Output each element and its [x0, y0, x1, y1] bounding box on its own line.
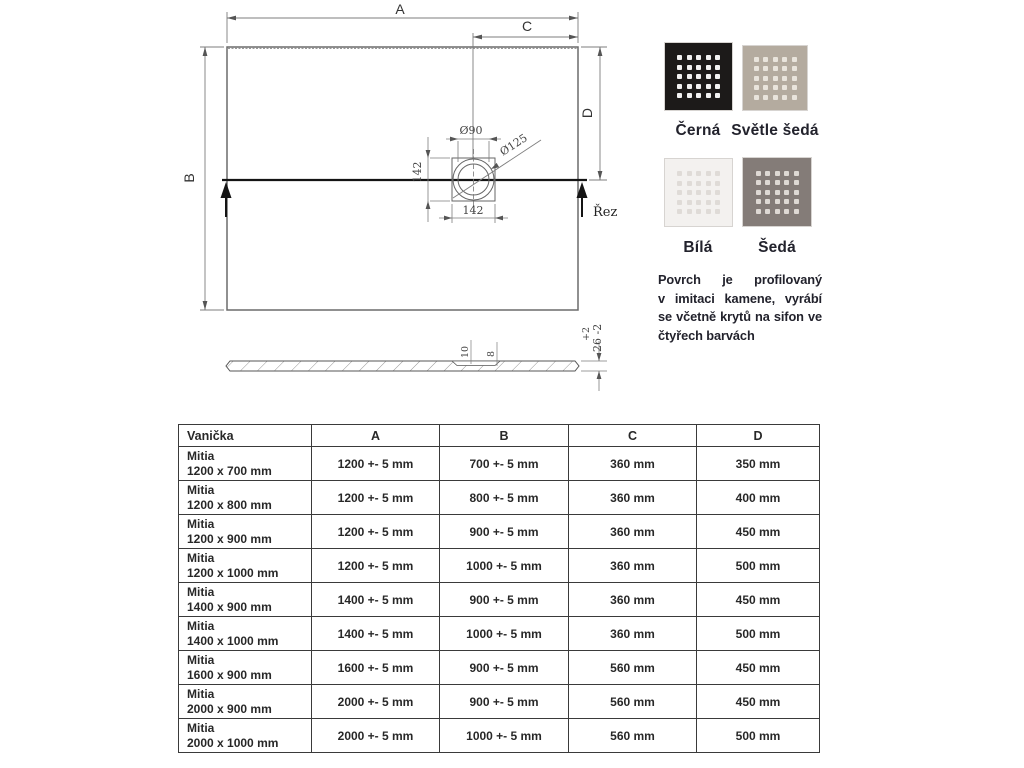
cell-b: 900 +- 5 mm	[440, 515, 569, 549]
table-row	[179, 447, 820, 481]
table-row	[179, 617, 820, 651]
description-line: se včetně krytů na sifon ve	[658, 309, 822, 325]
table-row	[179, 685, 820, 719]
cell-a: 1200 +- 5 mm	[312, 481, 440, 515]
table-row	[179, 651, 820, 685]
dimension-drain-outer	[453, 140, 541, 198]
cell-a: 2000 +- 5 mm	[312, 685, 440, 719]
description-line: v imitaci kamene, vyrábí	[658, 290, 822, 306]
cell-a: 1200 +- 5 mm	[312, 515, 440, 549]
cell-d: 500 mm	[697, 719, 820, 753]
section-view	[226, 340, 579, 371]
cell-c: 360 mm	[569, 447, 697, 481]
drain-inner-diameter-label: Ø90	[459, 124, 483, 137]
header-b: B	[440, 425, 569, 447]
drain-box-height-label: 142	[411, 161, 424, 183]
description-line: čtyřech barvách	[658, 327, 755, 343]
header-vanicka: Vanička	[179, 425, 312, 447]
cell-a: 1400 +- 5 mm	[312, 583, 440, 617]
cell-vanicka: Mitia 2000 x 900 mm	[179, 685, 312, 719]
tray-plan-and-section-drawing	[0, 0, 640, 410]
cell-c: 360 mm	[569, 481, 697, 515]
cell-d: 500 mm	[697, 549, 820, 583]
cell-d: 350 mm	[697, 447, 820, 481]
cell-d: 450 mm	[697, 651, 820, 685]
header-a: A	[312, 425, 440, 447]
swatch-bila	[664, 158, 733, 227]
size-table-body	[179, 447, 820, 753]
cell-d: 400 mm	[697, 481, 820, 515]
cell-vanicka: Mitia 2000 x 1000 mm	[179, 719, 312, 753]
cell-vanicka: Mitia 1200 x 800 mm	[179, 481, 312, 515]
table-row	[179, 583, 820, 617]
cell-c: 560 mm	[569, 651, 697, 685]
table-row	[179, 515, 820, 549]
cell-c: 560 mm	[569, 719, 697, 753]
drain-detail	[452, 149, 495, 211]
cell-b: 1000 +- 5 mm	[440, 617, 569, 651]
cell-c: 560 mm	[569, 685, 697, 719]
cell-d: 450 mm	[697, 515, 820, 549]
thickness-tol-plus-label: +2	[581, 326, 592, 341]
cell-vanicka: Mitia 1200 x 900 mm	[179, 515, 312, 549]
cell-b: 1000 +- 5 mm	[440, 719, 569, 753]
cell-b: 1000 +- 5 mm	[440, 549, 569, 583]
description-line: Povrch je profilovaný	[658, 272, 822, 287]
dim-a-label: A	[395, 1, 405, 17]
section-cut-line	[221, 180, 588, 217]
table-header-row	[179, 425, 820, 447]
table-row	[179, 481, 820, 515]
swatch-cerna	[664, 42, 733, 111]
cell-vanicka: Mitia 1400 x 1000 mm	[179, 617, 312, 651]
drain-grid-pattern	[756, 171, 799, 214]
section-dim-10-label: 10	[460, 345, 471, 358]
table-row	[179, 719, 820, 753]
cell-vanicka: Mitia 1200 x 700 mm	[179, 447, 312, 481]
cell-d: 450 mm	[697, 583, 820, 617]
cell-d: 450 mm	[697, 685, 820, 719]
cell-vanicka: Mitia 1200 x 1000 mm	[179, 549, 312, 583]
size-table	[178, 424, 820, 753]
section-dim-8-label: 8	[486, 350, 497, 357]
drain-grid-pattern	[677, 171, 720, 214]
cell-a: 2000 +- 5 mm	[312, 719, 440, 753]
dim-c-label: C	[521, 18, 533, 34]
cell-vanicka: Mitia 1600 x 900 mm	[179, 651, 312, 685]
cell-b: 700 +- 5 mm	[440, 447, 569, 481]
thickness-value-label: 26 -2	[591, 323, 604, 352]
cell-c: 360 mm	[569, 617, 697, 651]
surface-description	[658, 271, 822, 345]
swatch-label-svetle-seda: Světle šedá	[731, 122, 819, 139]
plan-view	[227, 47, 578, 310]
cell-vanicka: Mitia 1400 x 900 mm	[179, 583, 312, 617]
cell-c: 360 mm	[569, 549, 697, 583]
dim-d-label: D	[579, 107, 595, 119]
swatch-svetle-seda	[742, 45, 808, 111]
drain-outer-diameter-label: Ø125	[497, 131, 530, 159]
cell-a: 1200 +- 5 mm	[312, 549, 440, 583]
section-label: Řez	[593, 205, 618, 220]
dimension-b	[200, 47, 224, 310]
swatch-label-cerna: Černá	[675, 122, 721, 139]
drain-grid-pattern	[754, 57, 797, 100]
cell-a: 1600 +- 5 mm	[312, 651, 440, 685]
dim-b-label: B	[181, 173, 197, 183]
header-c: C	[569, 425, 697, 447]
cell-b: 800 +- 5 mm	[440, 481, 569, 515]
cell-b: 900 +- 5 mm	[440, 651, 569, 685]
swatch-label-bila: Bílá	[683, 239, 713, 256]
header-d: D	[697, 425, 820, 447]
technical-drawing	[0, 0, 640, 410]
cell-c: 360 mm	[569, 583, 697, 617]
drain-grid-pattern	[677, 55, 720, 98]
cell-a: 1400 +- 5 mm	[312, 617, 440, 651]
cell-b: 900 +- 5 mm	[440, 583, 569, 617]
table-row	[179, 549, 820, 583]
swatch-label-seda: Šedá	[758, 239, 796, 256]
swatch-seda	[742, 157, 812, 227]
cell-d: 500 mm	[697, 617, 820, 651]
cell-b: 900 +- 5 mm	[440, 685, 569, 719]
drain-box-width-label: 142	[462, 204, 484, 217]
cell-a: 1200 +- 5 mm	[312, 447, 440, 481]
cell-c: 360 mm	[569, 515, 697, 549]
